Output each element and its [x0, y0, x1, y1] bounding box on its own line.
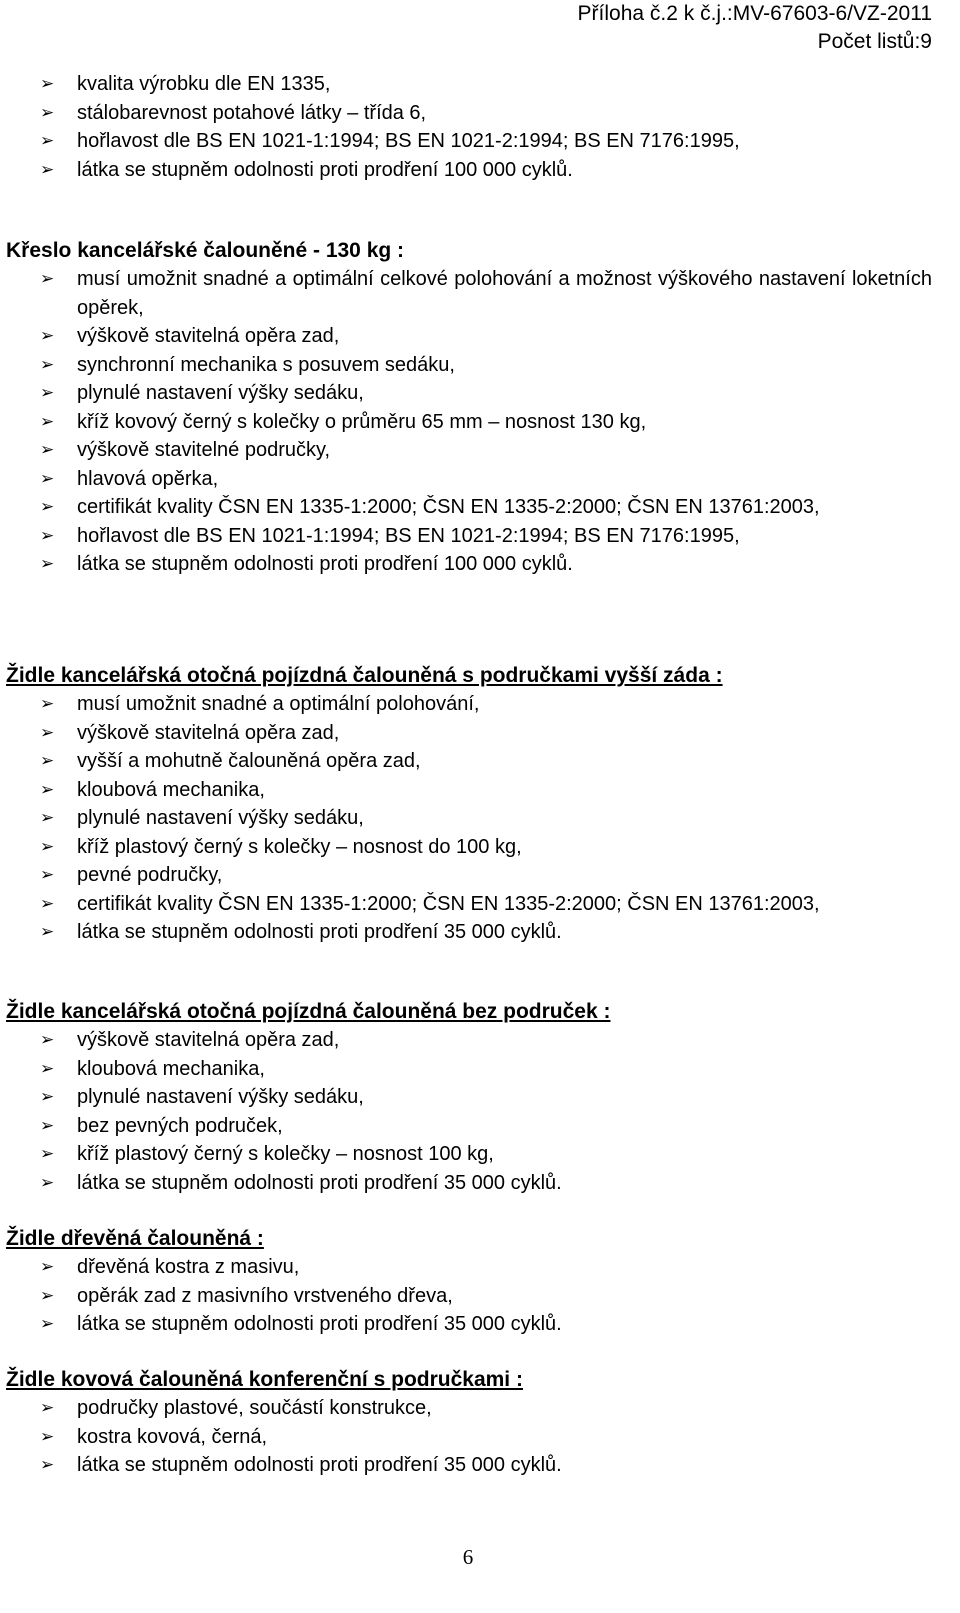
- list-item: ➢ látka se stupněm odolnosti proti prodření 35 000 cyklů.: [0, 1451, 932, 1480]
- list-item: ➢ látka se stupněm odolnosti proti prodření 35 000 cyklů.: [0, 1169, 932, 1198]
- arrow-bullet-icon: ➢: [40, 694, 55, 713]
- list-item: ➢ opěrák zad z masivního vrstveného dřeva,: [0, 1282, 932, 1311]
- list-item: ➢ látka se stupněm odolnosti proti prodření 100 000 cyklů.: [0, 550, 932, 579]
- list-item: ➢ látka se stupněm odolnosti proti prodření 35 000 cyklů.: [0, 1310, 932, 1339]
- list-item: ➢ kvalita výrobku dle EN 1335,: [0, 70, 932, 99]
- arrow-bullet-icon: ➢: [40, 1455, 55, 1474]
- list-item: ➢ hořlavost dle BS EN 1021-1:1994; BS EN 1021-2:1994; BS EN 7176:1995,: [0, 127, 932, 156]
- arrow-bullet-icon: ➢: [40, 468, 55, 488]
- arrow-bullet-icon: ➢: [40, 1030, 55, 1049]
- section-conference-chair: [0, 1366, 932, 1480]
- list-item: ➢ plynulé nastavení výšky sedáku,: [0, 1083, 932, 1112]
- requirements-list: [0, 265, 932, 579]
- arrow-bullet-icon: ➢: [40, 525, 55, 545]
- arrow-bullet-icon: ➢: [40, 779, 55, 799]
- list-item: ➢ hořlavost dle BS EN 1021-1:1994; BS EN 1021-2:1994; BS EN 7176:1995,: [0, 522, 932, 551]
- list-item: ➢ hlavová opěrka,: [0, 465, 932, 494]
- arrow-bullet-icon: ➢: [40, 865, 55, 884]
- list-item: ➢ bez pevných područek,: [0, 1112, 932, 1141]
- arrow-bullet-icon: ➢: [40, 1087, 55, 1106]
- list-item: ➢ kříž kovový černý s kolečky o průměru 65 mm – nosnost 130 kg,: [0, 408, 932, 437]
- section-office-chair-high-back: [0, 662, 932, 947]
- section-title: Židle dřevěná čalouněná :: [6, 1227, 264, 1250]
- section-title: Židle kancelářská otočná pojízdná čalouněná s područkami vyšší záda :: [6, 664, 723, 687]
- arrow-bullet-icon: ➢: [40, 411, 55, 431]
- arrow-bullet-icon: ➢: [40, 1314, 55, 1333]
- arrow-bullet-icon: ➢: [40, 1426, 55, 1446]
- arrow-bullet-icon: ➢: [40, 1398, 55, 1417]
- arrow-bullet-icon: ➢: [40, 836, 55, 856]
- arrow-bullet-icon: ➢: [40, 1144, 55, 1163]
- list-item: ➢ plynulé nastavení výšky sedáku,: [0, 804, 932, 833]
- arrow-bullet-icon: ➢: [40, 722, 55, 742]
- requirements-list: [0, 690, 932, 947]
- arrow-bullet-icon: ➢: [40, 74, 55, 93]
- arrow-bullet-icon: ➢: [40, 383, 55, 402]
- requirements-list: [0, 70, 932, 184]
- arrow-bullet-icon: ➢: [40, 1172, 55, 1192]
- section-office-armchair-130kg: [0, 237, 932, 579]
- list-item: ➢ certifikát kvality ČSN EN 1335-1:2000; ČSN EN 1335-2:2000; ČSN EN 13761:2003,: [0, 890, 932, 919]
- list-item: ➢ pevné područky,: [0, 861, 932, 890]
- list-item: ➢ kříž plastový černý s kolečky – nosnost 100 kg,: [0, 1140, 932, 1169]
- list-item: ➢ výškově stavitelná opěra zad,: [0, 322, 932, 351]
- list-item: ➢ područky plastové, součástí konstrukce,: [0, 1394, 932, 1423]
- section-wooden-chair: [0, 1225, 932, 1339]
- list-item: ➢ vyšší a mohutně čalouněná opěra zad,: [0, 747, 932, 776]
- page-number: 6: [462, 1545, 474, 1569]
- section-continuation: [0, 70, 932, 184]
- list-item: ➢ plynulé nastavení výšky sedáku,: [0, 379, 932, 408]
- list-item: ➢ synchronní mechanika s posuvem sedáku,: [0, 351, 932, 380]
- list-item: ➢ výškově stavitelná opěra zad,: [0, 719, 932, 748]
- arrow-bullet-icon: ➢: [40, 131, 55, 150]
- requirements-list: [0, 1394, 932, 1480]
- list-item: ➢ látka se stupněm odolnosti proti prodření 35 000 cyklů.: [0, 918, 932, 947]
- arrow-bullet-icon: ➢: [40, 440, 55, 459]
- arrow-bullet-icon: ➢: [40, 1115, 55, 1135]
- document-reference: Příloha č.2 k č.j.:MV-67603-6/VZ-2011: [577, 2, 932, 25]
- arrow-bullet-icon: ➢: [40, 326, 55, 345]
- arrow-bullet-icon: ➢: [40, 922, 55, 941]
- list-item: ➢ certifikát kvality ČSN EN 1335-1:2000; ČSN EN 1335-2:2000; ČSN EN 13761:2003,: [0, 493, 932, 522]
- list-item: ➢ musí umožnit snadné a optimální polohování,: [0, 690, 932, 719]
- list-item: ➢ kostra kovová, černá,: [0, 1423, 932, 1452]
- arrow-bullet-icon: ➢: [40, 808, 55, 827]
- arrow-bullet-icon: ➢: [40, 354, 55, 374]
- arrow-bullet-icon: ➢: [40, 751, 55, 770]
- arrow-bullet-icon: ➢: [40, 554, 55, 573]
- list-item: ➢ dřevěná kostra z masivu,: [0, 1253, 932, 1282]
- requirements-list: [0, 1026, 932, 1197]
- arrow-bullet-icon: ➢: [40, 269, 55, 288]
- arrow-bullet-icon: ➢: [40, 497, 55, 516]
- list-item: ➢ kříž plastový černý s kolečky – nosnost do 100 kg,: [0, 833, 932, 862]
- arrow-bullet-icon: ➢: [40, 102, 55, 122]
- arrow-bullet-icon: ➢: [40, 1257, 55, 1276]
- list-item: ➢ výškově stavitelná opěra zad,: [0, 1026, 932, 1055]
- list-item: ➢ stálobarevnost potahové látky – třída 6,: [0, 99, 932, 128]
- section-title: Židle kancelářská otočná pojízdná čalouněná bez područek :: [6, 1000, 611, 1023]
- list-item: ➢ látka se stupněm odolnosti proti prodření 100 000 cyklů.: [0, 156, 932, 185]
- arrow-bullet-icon: ➢: [40, 893, 55, 913]
- list-item: ➢ kloubová mechanika,: [0, 1055, 932, 1084]
- list-item: ➢ musí umožnit snadné a optimální celkové polohování a možnost výškového nastavení loketních opěrek,: [0, 265, 932, 322]
- section-title: Židle kovová čalouněná konferenční s područkami :: [6, 1368, 523, 1391]
- list-item: ➢ výškově stavitelné područky,: [0, 436, 932, 465]
- arrow-bullet-icon: ➢: [40, 159, 55, 179]
- list-item: ➢ kloubová mechanika,: [0, 776, 932, 805]
- section-title: Křeslo kancelářské čalouněné - 130 kg :: [6, 239, 405, 262]
- arrow-bullet-icon: ➢: [40, 1058, 55, 1078]
- requirements-list: [0, 1253, 932, 1339]
- arrow-bullet-icon: ➢: [40, 1285, 55, 1305]
- section-office-chair-no-armrests: [0, 998, 932, 1197]
- sheet-count: Počet listů:9: [817, 30, 932, 53]
